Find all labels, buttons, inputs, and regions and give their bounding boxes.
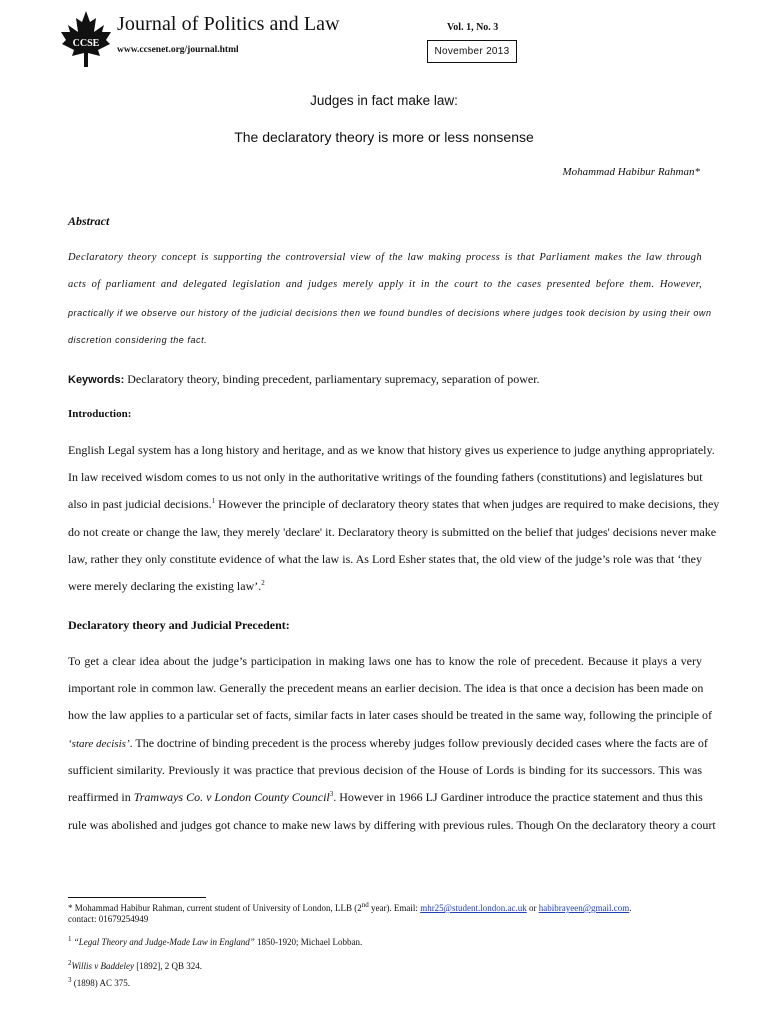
text-span: year). Email: <box>368 903 421 913</box>
body-line: important role in common law. Generally the precedent means an earlier decision. The idea is that once a decision has been made on <box>68 681 704 695</box>
text-span: reaffirmed in <box>68 790 134 804</box>
paper-title-line-1: Judges in fact make law: <box>310 93 458 108</box>
footnote-divider <box>68 897 206 898</box>
footnote-ref[interactable]: 2 <box>261 579 265 587</box>
text-span: were merely declaring the existing law’. <box>68 579 262 593</box>
body-line: how the law applies to a particular set of facts, similar facts in later cases should be treated in the same way, following the principle of <box>68 708 713 722</box>
abstract-line: practically if we observe our history of the judicial decisions then we found bundles of decisions where judges took decision by using their own <box>68 308 712 318</box>
text-span: However the principle of declaratory theory states that when judges are required to make decisions, they <box>215 497 720 511</box>
footnote-1 <box>68 937 362 947</box>
ccse-maple-leaf-logo <box>60 10 112 68</box>
volume-issue: Vol. 1, No. 3 <box>447 22 499 33</box>
footnote-author <box>68 903 631 913</box>
paper-title-line-2: The declaratory theory is more or less nonsense <box>234 129 534 145</box>
email-link-2[interactable]: habibrayeen@gmail.com <box>538 903 630 913</box>
body-line: In law received wisdom comes to us not only in the authoritative writings of the founding fathers (constitutions) and legislatures but <box>68 470 703 484</box>
footnote-contact: contact: 01679254949 <box>68 914 149 924</box>
text-span: [1892], 2 QB 324. <box>133 961 202 971</box>
journal-url[interactable]: www.ccsenet.org/journal.html <box>117 45 239 55</box>
footnote-ref[interactable]: 3 <box>329 790 334 798</box>
footnote-number: 3 <box>68 976 72 984</box>
case-name: Tramways Co. v London County Council <box>133 790 330 804</box>
text-span: “Legal Theory and Judge-Made Law in England” <box>71 937 255 947</box>
keywords-label: Keywords: <box>68 374 125 386</box>
introduction-heading: Introduction: <box>68 408 132 420</box>
issue-date-box <box>427 40 517 63</box>
text-span: . However in 1966 LJ Gardiner introduce the practice statement and thus this <box>333 790 703 804</box>
keywords <box>68 372 540 387</box>
text-span: or <box>526 903 539 913</box>
abstract-heading: Abstract <box>68 214 110 228</box>
body-line <box>68 497 720 512</box>
text-span: * Mohammad Habibur Rahman, current student of University of London, LLB (2 <box>68 903 362 913</box>
body-line <box>68 736 708 751</box>
body-line: law, rather they only constitute evidence of what the law is. As Lord Esher states that, the old view of the judge’s role was that ‘they <box>68 552 702 566</box>
abstract-line: Declaratory theory concept is supporting the controversial view of the law making process is that Parliament makes the law through <box>68 252 702 263</box>
abstract-line: discretion considering the fact. <box>68 335 208 345</box>
footnote-number: 2 <box>68 959 72 967</box>
author-name: Mohammad Habibur Rahman* <box>562 166 700 178</box>
body-line <box>68 790 702 805</box>
text-span: . <box>629 903 632 913</box>
keywords-text: Declaratory theory, binding precedent, parliamentary supremacy, separation of power. <box>124 372 540 386</box>
issue-date: November 2013 <box>434 46 510 57</box>
text-span: (1898) AC 375. <box>71 978 130 988</box>
footnote-number: 1 <box>68 935 72 943</box>
body-line: sufficient similarity. Previously it was practice that previous decision of the House of Lords is binding for its successors. This was <box>68 763 702 777</box>
text-span: . The doctrine of binding precedent is the process whereby judges follow previously decided cases where the facts are of <box>129 736 708 750</box>
footnote-3 <box>68 978 130 988</box>
journal-title: Journal of Politics and Law <box>117 13 340 35</box>
footnote-2 <box>68 961 202 971</box>
latin-term: ‘stare decisis’ <box>68 738 130 750</box>
body-line: English Legal system has a long history and heritage, and as we know that history gives us experience to judge anything appropriately. <box>68 443 715 457</box>
footnote-ref[interactable]: 1 <box>211 497 216 505</box>
text-span: Willis v Baddeley <box>71 961 134 971</box>
section-heading: Declaratory theory and Judicial Precedent: <box>68 618 290 632</box>
body-line <box>68 579 702 594</box>
logo-text: CCSE <box>72 38 100 49</box>
body-line: do not create or change the law, they merely 'declare' it. Declaratory theory is submitted on the belief that judges' decisions never make <box>68 525 717 539</box>
text-span: 1850-1920; Michael Lobban. <box>254 937 363 947</box>
body-line: rule was abolished and judges got chance to make new laws by differing with previous rules. Though On the declaratory theory a court <box>68 818 716 832</box>
text-span: also in past judicial decisions. <box>68 497 212 511</box>
text-span: nd <box>361 901 369 909</box>
email-link-1[interactable]: mhr25@student.london.ac.uk <box>420 903 527 913</box>
abstract-line: acts of parliament and delegated legislation and judges merely apply it in the court to the cases presented before them. However, <box>68 279 702 290</box>
body-line: To get a clear idea about the judge’s participation in making laws one has to know the role of precedent. Because it plays a very <box>68 654 702 668</box>
